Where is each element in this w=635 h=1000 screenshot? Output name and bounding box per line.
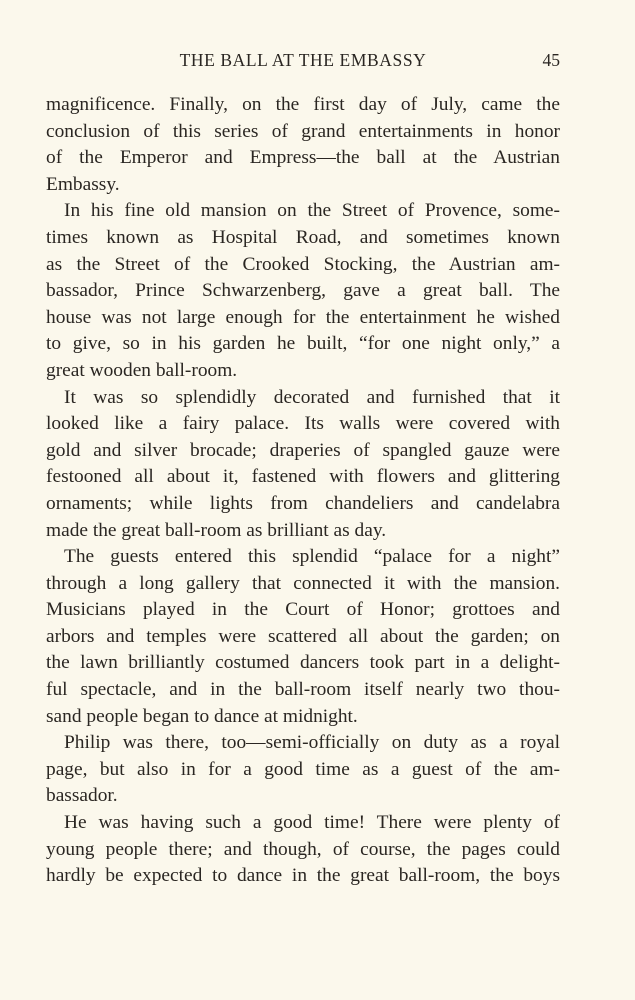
text-line: It was so splendidly decorated and furnished that it (64, 386, 560, 408)
text-line: great wooden ball-room. (46, 359, 238, 381)
text-line: through a long gallery that connected it with the mansion. (46, 572, 560, 594)
text-line: page, but also in for a good time as a guest of the am- (46, 758, 560, 780)
text-line: made the great ball-room as brilliant as day. (46, 519, 387, 541)
text-line: ful spectacle, and in the ball-room itself nearly two thou- (46, 679, 560, 701)
text-line: Musicians played in the Court of Honor; grottoes and (46, 599, 560, 621)
text-line: of the Emperor and Empress—the ball at the Austrian (46, 147, 560, 169)
text-line: Embassy. (46, 173, 120, 195)
text-line: arbors and temples were scattered all about the garden; on (46, 625, 560, 647)
text-line: as the Street of the Crooked Stocking, the Austrian am- (46, 253, 560, 275)
text-line: gold and silver brocade; draperies of spangled gauze were (46, 439, 560, 461)
text-line: the lawn brilliantly costumed dancers took part in a delight- (46, 652, 560, 674)
running-title: THE BALL AT THE EMBASSY (179, 50, 427, 70)
text-line: conclusion of this series of grand entertainments in honor (46, 120, 560, 142)
text-line: to give, so in his garden he built, “for one night only,” a (46, 333, 560, 355)
running-head (46, 50, 560, 74)
text-line: bassador, Prince Schwarzenberg, gave a great ball. The (46, 280, 560, 302)
text-line: He was having such a good time! There were plenty of (64, 812, 560, 834)
text-line: ornaments; while lights from chandeliers and candelabra (46, 492, 560, 514)
page-number: 45 (542, 50, 560, 70)
text-line: sand people began to dance at midnight. (46, 705, 358, 727)
text-line: house was not large enough for the entertainment he wished (46, 306, 560, 328)
text-line: bassador. (46, 785, 118, 807)
text-line: times known as Hospital Road, and sometimes known (46, 226, 560, 248)
text-line: festooned all about it, fastened with flowers and glittering (46, 466, 560, 488)
text-line: looked like a fairy palace. Its walls were covered with (46, 413, 560, 435)
text-line: young people there; and though, of course, the pages could (46, 838, 560, 860)
text-line: In his fine old mansion on the Street of Provence, some- (64, 200, 560, 222)
text-line: Philip was there, too—semi-officially on duty as a royal (64, 732, 560, 754)
text-line: The guests entered this splendid “palace for a night” (64, 546, 560, 568)
text-line: magnificence. Finally, on the first day of July, came the (46, 94, 560, 115)
text-line: hardly be expected to dance in the great ball-room, the boys (46, 865, 560, 887)
body-text (46, 92, 560, 890)
